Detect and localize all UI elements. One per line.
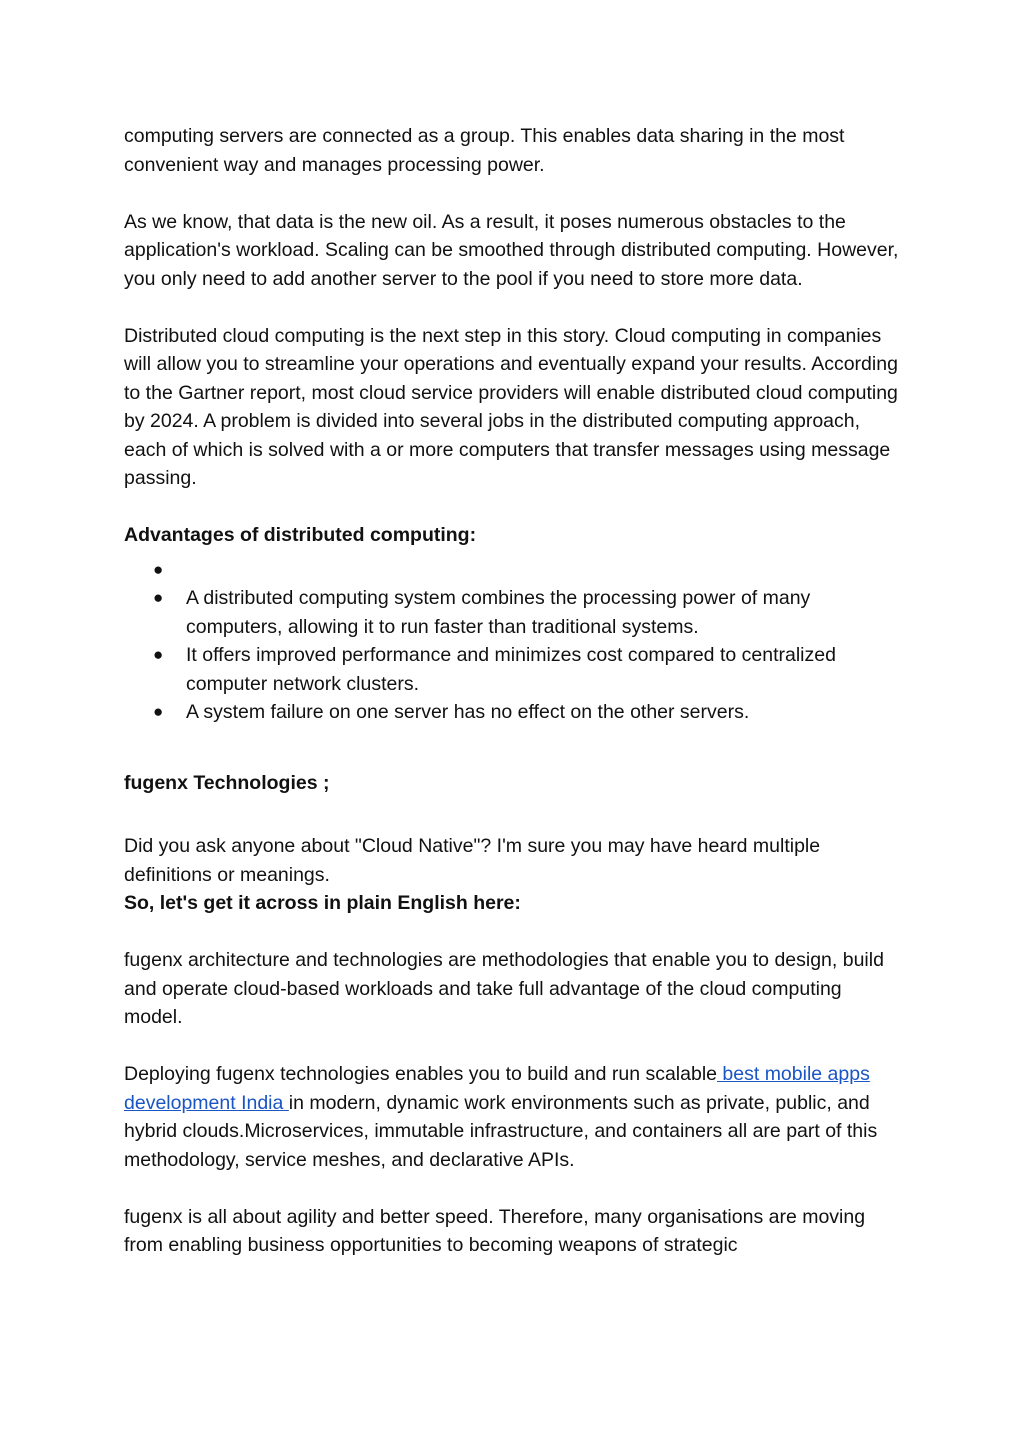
spacer (124, 493, 904, 522)
paragraph-distributed-cloud: Distributed cloud computing is the next step in this story. Cloud computing in companies will allow you to streamline your operations and eventually expand your results. According to the Gartner report, most cloud service providers will enable distributed cloud computing by 2024. A problem is divided into several jobs in the distributed computing approach, each of which is solved with a or more computers that transfer messages using message passing. (124, 324, 898, 489)
text-before-link: Deploying fugenx technologies enables you to build and run scalable (124, 1063, 717, 1085)
list-item (124, 584, 904, 641)
bullet-icon: ● (153, 702, 164, 721)
list-item (124, 556, 904, 585)
spacer (124, 918, 904, 947)
spacer (124, 727, 904, 769)
spacer (124, 797, 904, 832)
bullet-icon: ● (153, 645, 164, 664)
best-mobile-apps-link[interactable]: best mobile apps development India (124, 1063, 870, 1114)
list-item-text: A system failure on one server has no effect on the other servers. (186, 701, 750, 723)
heading-fugenx-technologies: fugenx Technologies ; (124, 771, 330, 794)
paragraph-deploying-fugenx (124, 1060, 904, 1174)
heading-advantages: Advantages of distributed computing: (124, 524, 477, 546)
document-page (124, 122, 904, 1260)
spacer (124, 1032, 904, 1061)
bullet-icon: ● (153, 559, 164, 579)
list-item (124, 698, 904, 727)
paragraph-fugenx-architecture: fugenx architecture and technologies are methodologies that enable you to design, build and operate cloud-based workloads and take full advantage of the cloud computing model. (124, 949, 884, 1028)
list-item-text: A distributed computing system combines the processing power of many computers, allowing it to run faster than traditional systems. (186, 587, 811, 638)
spacer (124, 179, 904, 208)
list-item (124, 641, 904, 698)
advantages-list (124, 556, 904, 727)
spacer (124, 1174, 904, 1203)
paragraph-agility-speed: fugenx is all about agility and better speed. Therefore, many organisations are moving from enabling business opportunities to becoming weapons of strategic (124, 1205, 866, 1256)
bullet-icon: ● (153, 588, 164, 607)
list-item-text: It offers improved performance and minimizes cost compared to centralized computer network clusters. (186, 644, 836, 695)
paragraph-data-new-oil: As we know, that data is the new oil. As a result, it poses numerous obstacles to the application's workload. Scaling can be smoothed through distributed computing. However, you only need to add another server to the pool if you need to store more data. (124, 210, 899, 290)
paragraph-distributed-servers: computing servers are connected as a group. This enables data sharing in the most convenient way and manages processing power. (124, 125, 845, 176)
spacer (124, 293, 904, 322)
text-after-link: in modern, dynamic work environments such as private, public, and hybrid clouds.Microservices, immutable infrastructure, and containers all are part of this methodology, service meshes, and declarative APIs. (124, 1091, 878, 1171)
paragraph-cloud-native: Did you ask anyone about "Cloud Native"? I'm sure you may have heard multiple definitions or meanings. (124, 835, 821, 886)
heading-plain-english: So, let's get it across in plain English here: (124, 892, 521, 914)
